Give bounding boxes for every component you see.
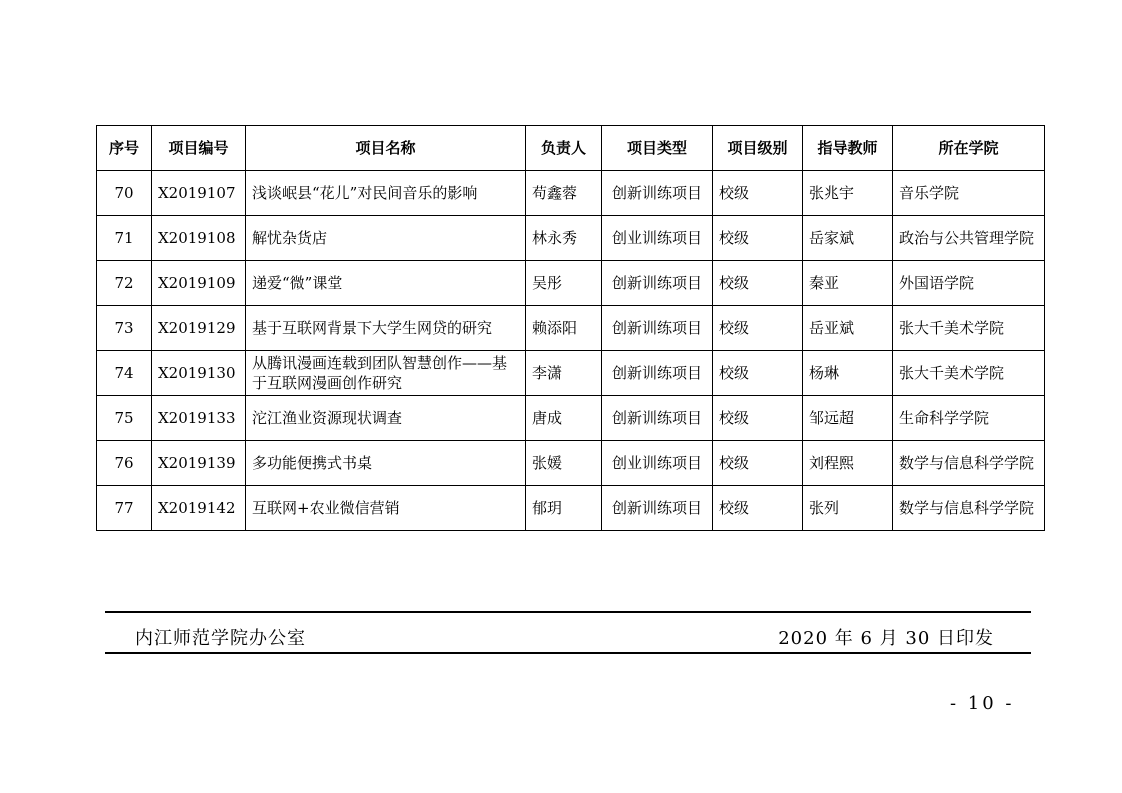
footer-bottom-rule [105, 652, 1031, 654]
cell-project-code: X2019133 [152, 396, 246, 441]
header-project-level: 项目级别 [713, 126, 803, 171]
cell-index: 74 [97, 351, 152, 396]
cell-project-name: 解忧杂货店 [246, 216, 526, 261]
cell-college: 音乐学院 [893, 171, 1045, 216]
cell-project-type: 创新训练项目 [602, 306, 713, 351]
header-college: 所在学院 [893, 126, 1045, 171]
cell-project-level: 校级 [713, 261, 803, 306]
cell-project-code: X2019129 [152, 306, 246, 351]
cell-project-type: 创新训练项目 [602, 351, 713, 396]
cell-project-type: 创新训练项目 [602, 486, 713, 531]
table-row [97, 171, 1045, 216]
cell-advisor: 张列 [803, 486, 893, 531]
table-row [97, 306, 1045, 351]
cell-project-name: 从腾讯漫画连载到团队智慧创作——基于互联网漫画创作研究 [246, 351, 526, 396]
cell-college: 数学与信息科学学院 [893, 441, 1045, 486]
cell-project-level: 校级 [713, 396, 803, 441]
cell-project-type: 创新训练项目 [602, 171, 713, 216]
cell-project-name: 浅谈岷县“花儿”对民间音乐的影响 [246, 171, 526, 216]
header-project-code: 项目编号 [152, 126, 246, 171]
table-row [97, 351, 1045, 396]
cell-index: 76 [97, 441, 152, 486]
cell-project-name: 递爱“微”课堂 [246, 261, 526, 306]
header-leader: 负责人 [526, 126, 602, 171]
cell-project-type: 创业训练项目 [602, 216, 713, 261]
cell-advisor: 岳家斌 [803, 216, 893, 261]
cell-project-level: 校级 [713, 306, 803, 351]
cell-project-level: 校级 [713, 351, 803, 396]
cell-project-name: 基于互联网背景下大学生网贷的研究 [246, 306, 526, 351]
cell-project-code: X2019109 [152, 261, 246, 306]
cell-project-code: X2019107 [152, 171, 246, 216]
cell-leader: 张媛 [526, 441, 602, 486]
cell-advisor: 张兆宇 [803, 171, 893, 216]
cell-project-level: 校级 [713, 216, 803, 261]
cell-project-code: X2019108 [152, 216, 246, 261]
cell-leader: 吴彤 [526, 261, 602, 306]
cell-leader: 郁玥 [526, 486, 602, 531]
cell-college: 张大千美术学院 [893, 306, 1045, 351]
cell-project-level: 校级 [713, 486, 803, 531]
cell-advisor: 杨琳 [803, 351, 893, 396]
cell-project-code: X2019130 [152, 351, 246, 396]
cell-college: 生命科学学院 [893, 396, 1045, 441]
cell-project-level: 校级 [713, 171, 803, 216]
cell-index: 70 [97, 171, 152, 216]
cell-project-type: 创新训练项目 [602, 261, 713, 306]
table-row [97, 261, 1045, 306]
header-project-name: 项目名称 [246, 126, 526, 171]
cell-project-name: 沱江渔业资源现状调查 [246, 396, 526, 441]
cell-index: 75 [97, 396, 152, 441]
cell-leader: 赖添阳 [526, 306, 602, 351]
cell-college: 政治与公共管理学院 [893, 216, 1045, 261]
cell-project-name: 多功能便携式书桌 [246, 441, 526, 486]
cell-leader: 唐成 [526, 396, 602, 441]
cell-college: 张大千美术学院 [893, 351, 1045, 396]
cell-index: 77 [97, 486, 152, 531]
cell-project-type: 创新训练项目 [602, 396, 713, 441]
cell-index: 73 [97, 306, 152, 351]
header-project-type: 项目类型 [602, 126, 713, 171]
page-number: - 10 - [950, 693, 1015, 714]
issuing-office: 内江师范学院办公室 [135, 628, 306, 649]
cell-project-type: 创业训练项目 [602, 441, 713, 486]
cell-leader: 苟鑫蓉 [526, 171, 602, 216]
cell-advisor: 刘程熙 [803, 441, 893, 486]
cell-project-code: X2019139 [152, 441, 246, 486]
cell-advisor: 秦亚 [803, 261, 893, 306]
projects-table [96, 125, 1045, 531]
header-index: 序号 [97, 126, 152, 171]
cell-project-code: X2019142 [152, 486, 246, 531]
footer-top-rule [105, 611, 1031, 613]
table-row [97, 396, 1045, 441]
header-advisor: 指导教师 [803, 126, 893, 171]
cell-index: 72 [97, 261, 152, 306]
cell-college: 外国语学院 [893, 261, 1045, 306]
issue-date: 2020 年 6 月 30 日印发 [778, 628, 994, 649]
cell-leader: 李潇 [526, 351, 602, 396]
cell-college: 数学与信息科学学院 [893, 486, 1045, 531]
cell-project-level: 校级 [713, 441, 803, 486]
cell-project-name: 互联网+农业微信营销 [246, 486, 526, 531]
table-row [97, 441, 1045, 486]
table-row [97, 216, 1045, 261]
cell-leader: 林永秀 [526, 216, 602, 261]
cell-advisor: 岳亚斌 [803, 306, 893, 351]
cell-advisor: 邹远超 [803, 396, 893, 441]
table-header-row [97, 126, 1045, 171]
cell-index: 71 [97, 216, 152, 261]
table-row [97, 486, 1045, 531]
